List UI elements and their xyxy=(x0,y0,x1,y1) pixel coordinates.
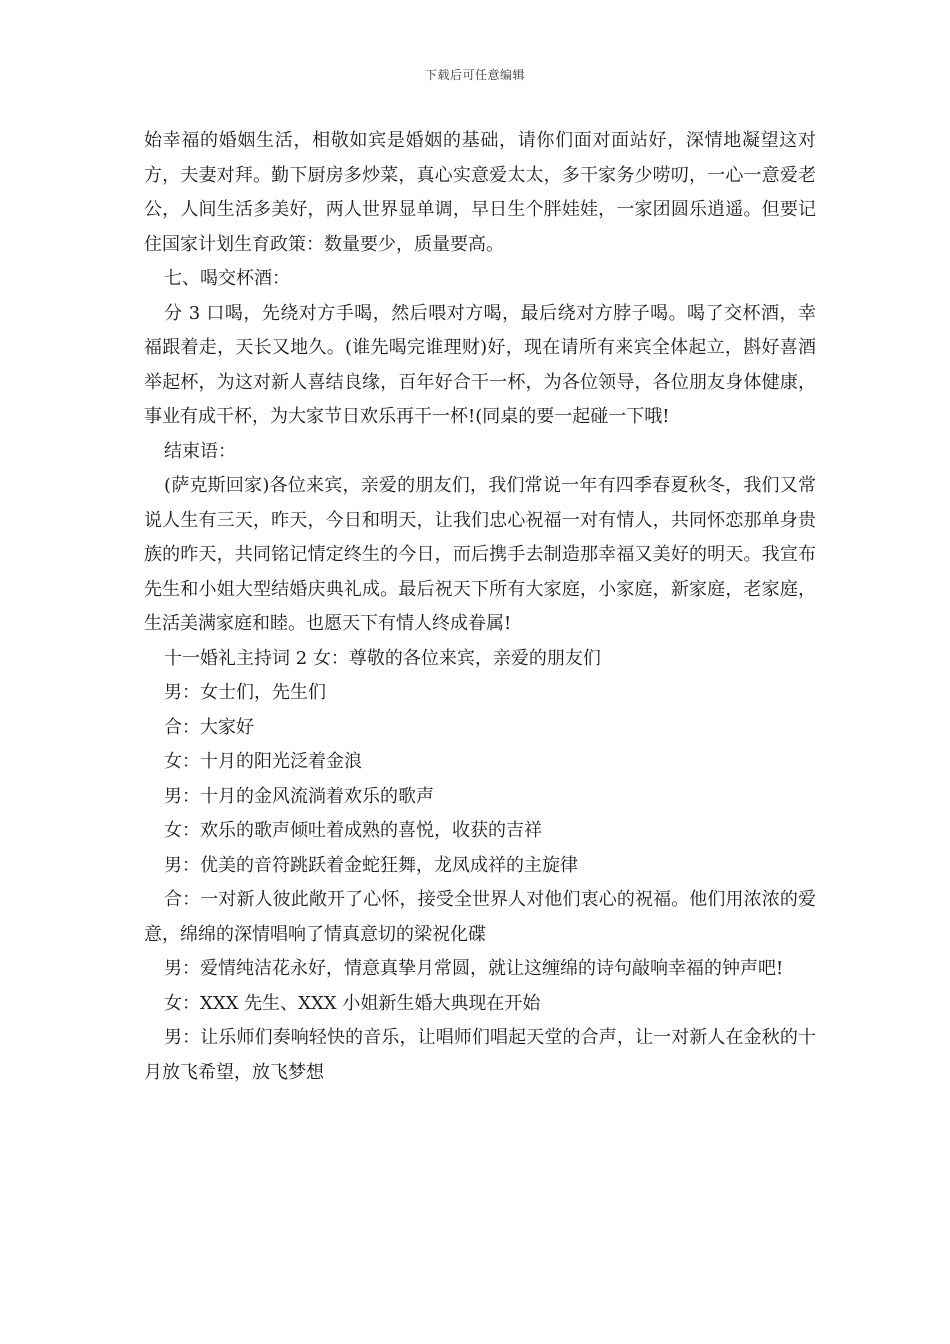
paragraph-3: 分 3 口喝，先绕对方手喝，然后喂对方喝，最后绕对方脖子喝。喝了交杯酒，幸福跟着走，天长又地久。(谁先喝完谁理财)好，现在请所有来宾全体起立，斟好喜酒举起杯，为这对新人喜结良缘，百年好合干一杯，为各位领导，各位朋友身体健康，事业有成干杯，为大家节日欢乐再干一杯!(同桌的要一起碰一下哦! xyxy=(144,302,816,427)
paragraph-13: 合：一对新人彼此敞开了心怀，接受全世界人对他们衷心的祝福。他们用浓浓的爱意，绵绵的深情唱响了情真意切的梁祝化碟 xyxy=(144,889,816,945)
document-body xyxy=(144,124,816,1090)
paragraph-11: 女：欢乐的歌声倾吐着成熟的喜悦，收获的吉祥 xyxy=(164,820,542,841)
paragraph-1: 始幸福的婚姻生活，相敬如宾是婚姻的基础，请你们面对面站好，深情地凝望这对方，夫妻对拜。勤下厨房多炒菜，真心实意爱太太，多干家务少唠叨，一心一意爱老公，人间生活多美好，两人世界显单调，早日生个胖娃娃，一家团圆乐逍遥。但要记住国家计划生育政策：数量要少，质量要高。 xyxy=(144,130,816,255)
paragraph-5: (萨克斯回家)各位来宾，亲爱的朋友们，我们常说一年有四季春夏秋冬，我们又常说人生有三天，昨天，今日和明天，让我们忠心祝福一对有情人，共同怀恋那单身贵族的昨天，共同铭记情定终生的今日，而后携手去制造那幸福又美好的明天。我宣布先生和小姐大型结婚庆典礼成。最后祝天下所有大家庭，小家庭，新家庭，老家庭，生活美满家庭和睦。也愿天下有情人终成眷属! xyxy=(144,475,816,634)
paragraph-8: 合：大家好 xyxy=(164,716,254,738)
paragraph-7: 男：女士们，先生们 xyxy=(164,682,326,703)
paragraph-4: 结束语： xyxy=(164,440,236,462)
page-header: 下载后可任意编辑 xyxy=(424,68,525,82)
paragraph-2: 七、喝交杯酒： xyxy=(164,268,290,289)
paragraph-9: 女：十月的阳光泛着金浪 xyxy=(164,751,362,772)
paragraph-12: 男：优美的音符跳跃着金蛇狂舞，龙凤成祥的主旋律 xyxy=(164,854,578,876)
paragraph-16: 男：让乐师们奏响轻快的音乐，让唱师们唱起天堂的合声，让一对新人在金秋的十月放飞希望，放飞梦想 xyxy=(144,1027,816,1083)
paragraph-14: 男：爱情纯洁花永好，情意真挚月常圆，就让这缠绵的诗句敲响幸福的钟声吧! xyxy=(164,958,784,979)
paragraph-6: 十一婚礼主持词 2 女：尊敬的各位来宾，亲爱的朋友们 xyxy=(164,647,601,669)
paragraph-15: 女：XXX 先生、XXX 小姐新生婚大典现在开始 xyxy=(164,992,541,1014)
paragraph-10: 男：十月的金风流淌着欢乐的歌声 xyxy=(164,785,434,807)
